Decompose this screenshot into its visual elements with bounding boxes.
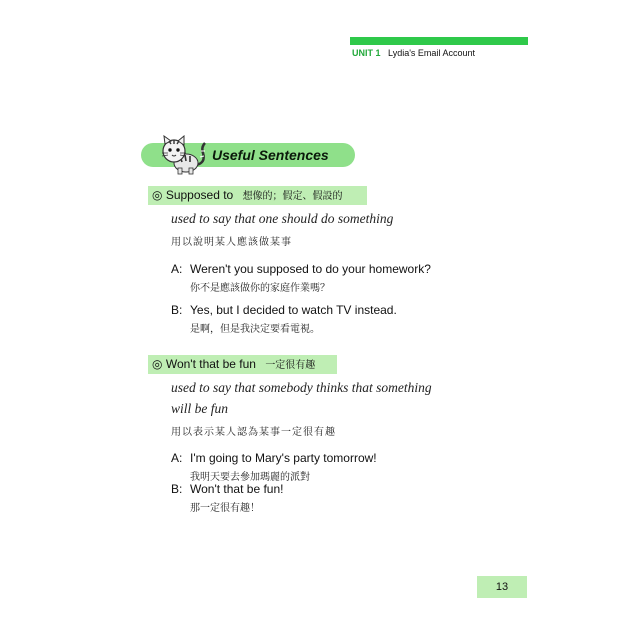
example-line: [171, 451, 377, 465]
unit-title: Lydia's Email Account: [388, 48, 475, 58]
page-number: 13: [477, 576, 527, 598]
phrase-meaning: 一定很有趣: [265, 360, 316, 371]
speaker-label: A:: [171, 451, 183, 465]
header-accent-bar: [350, 37, 528, 45]
phrase-text: Supposed to: [165, 188, 234, 202]
phrase-box-1: [148, 186, 367, 205]
unit-label: UNIT 1: [352, 48, 381, 58]
definition-zh: 用以表示某人認為某事一定很有趣: [171, 427, 336, 438]
example-zh: 我明天要去參加瑪麗的派對: [190, 472, 310, 483]
phrase-text: Won't that be fun: [165, 357, 256, 371]
speaker-label: B:: [171, 482, 183, 496]
unit-header: [352, 48, 475, 58]
example-zh: 你不是應該做你的家庭作業嗎？: [190, 283, 330, 294]
phrase-box-2: [148, 355, 337, 374]
example-en: Weren't you supposed to do your homework?: [190, 262, 431, 276]
example-en: Won't that be fun!: [190, 482, 284, 496]
example-line: [171, 262, 431, 276]
definition-zh: 用以說明某人應該做某事: [171, 237, 292, 248]
example-en: Yes, but I decided to watch TV instead.: [190, 303, 397, 317]
example-zh: 那一定很有趣！: [190, 503, 260, 514]
example-zh: 是啊，但是我決定要看電視。: [190, 324, 320, 335]
speaker-label: B:: [171, 303, 183, 317]
example-line: [171, 482, 283, 496]
phrase-marker: ◎: [152, 188, 163, 202]
definition-en: used to say that somebody thinks that something: [171, 380, 432, 395]
example-line: [171, 303, 397, 317]
example-en: I'm going to Mary's party tomorrow!: [190, 451, 377, 465]
definition-en: used to say that one should do something: [171, 211, 394, 226]
section-title: Useful Sentences: [212, 147, 329, 163]
speaker-label: A:: [171, 262, 183, 276]
phrase-meaning: 想像的；假定、假設的: [242, 191, 343, 202]
phrase-marker: ◎: [152, 357, 163, 371]
cat-icon: [156, 135, 208, 175]
definition-en: will be fun: [171, 401, 228, 416]
